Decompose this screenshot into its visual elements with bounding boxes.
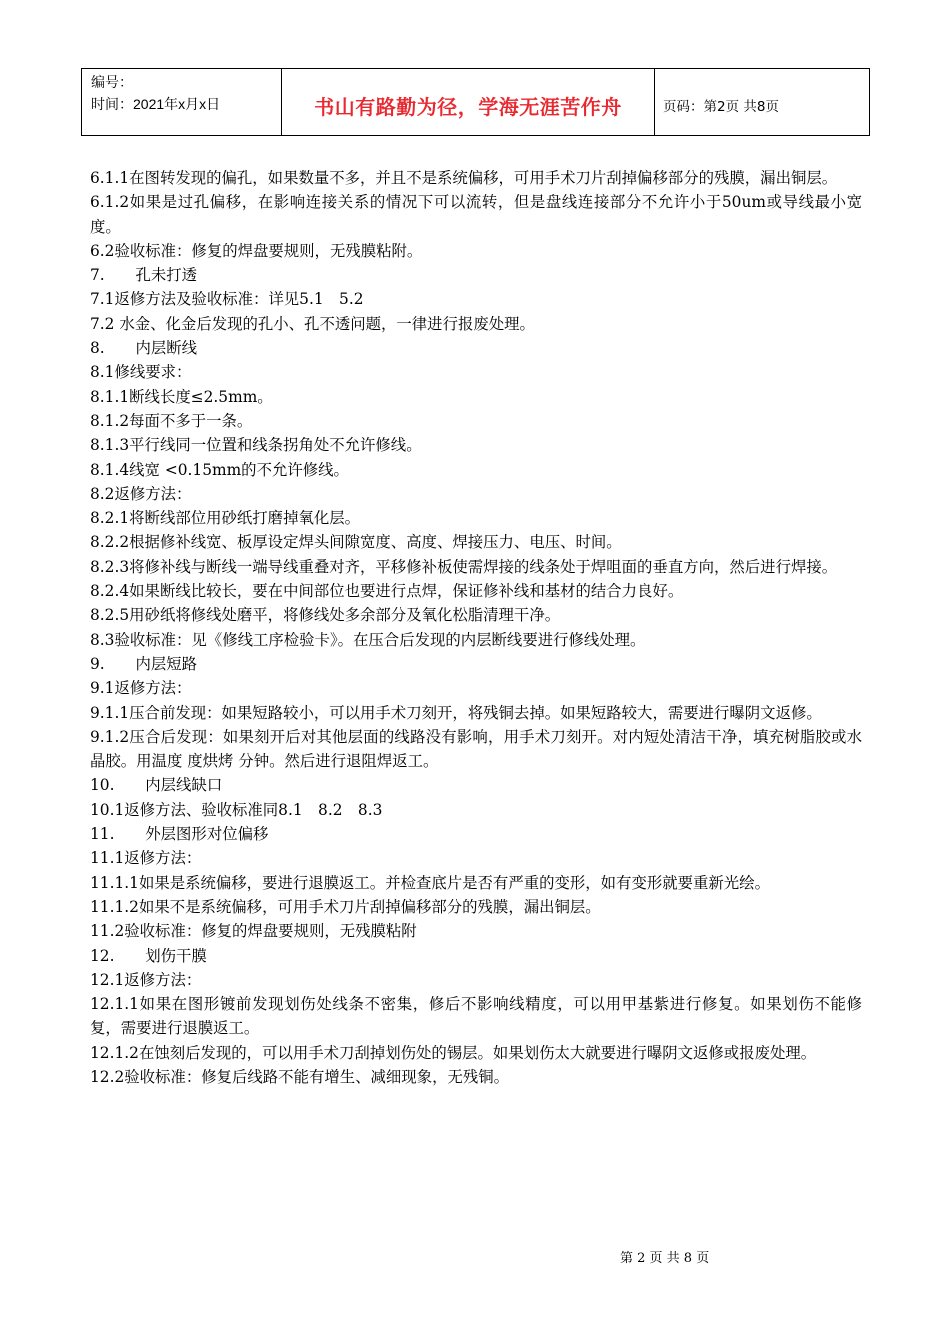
body-line: 8.1.3平行线同一位置和线条拐角处不允许修线。 [90,436,422,455]
body-line: 8.2.3将修补线与断线一端导线重叠对齐，平移修补板使需焊接的线条处于焊咀面的垂直方向，然后进行焊接。 [90,557,838,576]
body-line: 12.1返修方法： [90,970,202,989]
section-heading: 8. 内层断线 [90,339,198,358]
page-footer: 第 2 页 共 8 页 [620,1251,710,1266]
header-page-info: 页码：第2页 共8页 [663,99,779,115]
section-heading: 10. 内层线缺口 [90,776,223,795]
section-heading: 12. 划伤干膜 [90,946,207,965]
body-line: 8.3验收标准：见《修线工序检验卡》。在压合后发现的内层断线要进行修线处理。 [90,630,646,649]
body-line: 11.1.2如果不是系统偏移，可用手术刀片刮掉偏移部分的残膜，漏出铜层。 [90,897,601,916]
body-line: 8.2.1将断线部位用砂纸打磨掉氧化层。 [90,509,361,528]
body-line: 8.2.5用砂纸将修线处磨平，将修线处多余部分及氧化松脂清理干净。 [90,606,561,625]
body-line: 11.1.1如果是系统偏移，要进行退膜返工。并检查底片是否有严重的变形，如有变形就要重新光绘。 [90,873,770,892]
body-line: 7.1返修方法及验收标准：详见5.1 5.2 [90,290,364,309]
body-line: 9.1.2压合后发现：如果刻开后对其他层面的线路没有影响，用手术刀刻开。对内短处清洁干净，填充树脂胶或水晶胶。用温度 度烘烤 分钟。然后进行退阻焊返工。 [90,727,862,771]
body-line: 8.2.2根据修补线宽、板厚设定焊头间隙宽度、高度、焊接压力、电压、时间。 [90,533,622,552]
document-number-label: 编号： [91,74,133,90]
header-meta [82,69,282,135]
body-line: 12.2验收标准：修复后线路不能有增生、减细现象，无残铜。 [90,1067,510,1086]
body-line: 6.1.1在图转发现的偏孔，如果数量不多，并且不是系统偏移，可用手术刀片刮掉偏移部分的残膜，漏出铜层。 [90,169,838,187]
document-date-label: 时间：2021年x月x日 [91,96,221,112]
body-line: 8.2返修方法： [90,484,192,503]
body-line: 8.1.1断线长度≤2.5mm。 [90,387,273,406]
body-line: 6.1.2如果是过孔偏移，在影响连接关系的情况下可以流转，但是盘线连接部分不允许小于50um或导线最小宽度。 [90,193,862,236]
body-line: 7.2 水金、化金后发现的孔小、孔不透问题，一律进行报废处理。 [90,314,535,333]
section-heading: 11. 外层图形对位偏移 [90,825,269,844]
document-header [81,68,870,136]
section-heading: 9. 内层短路 [90,654,198,673]
body-line: 9.1返修方法： [90,679,192,698]
body-line: 11.1返修方法： [90,849,202,868]
body-line: 12.1.1如果在图形镀前发现划伤处线条不密集，修后不影响线精度，可以用甲基紫进行修复。如果划伤不能修复，需要进行退膜返工。 [90,995,862,1038]
body-line: 9.1.1压合前发现：如果短路较小，可以用手术刀刻开，将残铜去掉。如果短路较大，需要进行曝阴文返修。 [90,703,822,722]
body-line: 8.1.2每面不多于一条。 [90,411,253,430]
body-line: 10.1返修方法、验收标准同8.1 8.2 8.3 [90,800,383,819]
section-heading: 7. 孔未打透 [90,266,198,285]
body-line: 12.1.2在蚀刻后发现的，可以用手术刀刮掉划伤处的锡层。如果划伤太大就要进行曝阴文返修或报废处理。 [90,1043,817,1062]
document-body [90,166,862,1089]
body-line: 11.2验收标准：修复的焊盘要规则，无残膜粘附 [90,922,417,941]
body-line: 8.1.4线宽 <0.15mm的不允许修线。 [90,460,349,479]
body-line: 8.1修线要求： [90,363,192,382]
header-motto: 书山有路勤为径，学海无涯苦作舟 [282,69,655,135]
body-line: 8.2.4如果断线比较长，要在中间部位也要进行点焊，保证修补线和基材的结合力良好。 [90,582,684,601]
body-line: 6.2验收标准：修复的焊盘要规则，无残膜粘附。 [90,241,423,260]
